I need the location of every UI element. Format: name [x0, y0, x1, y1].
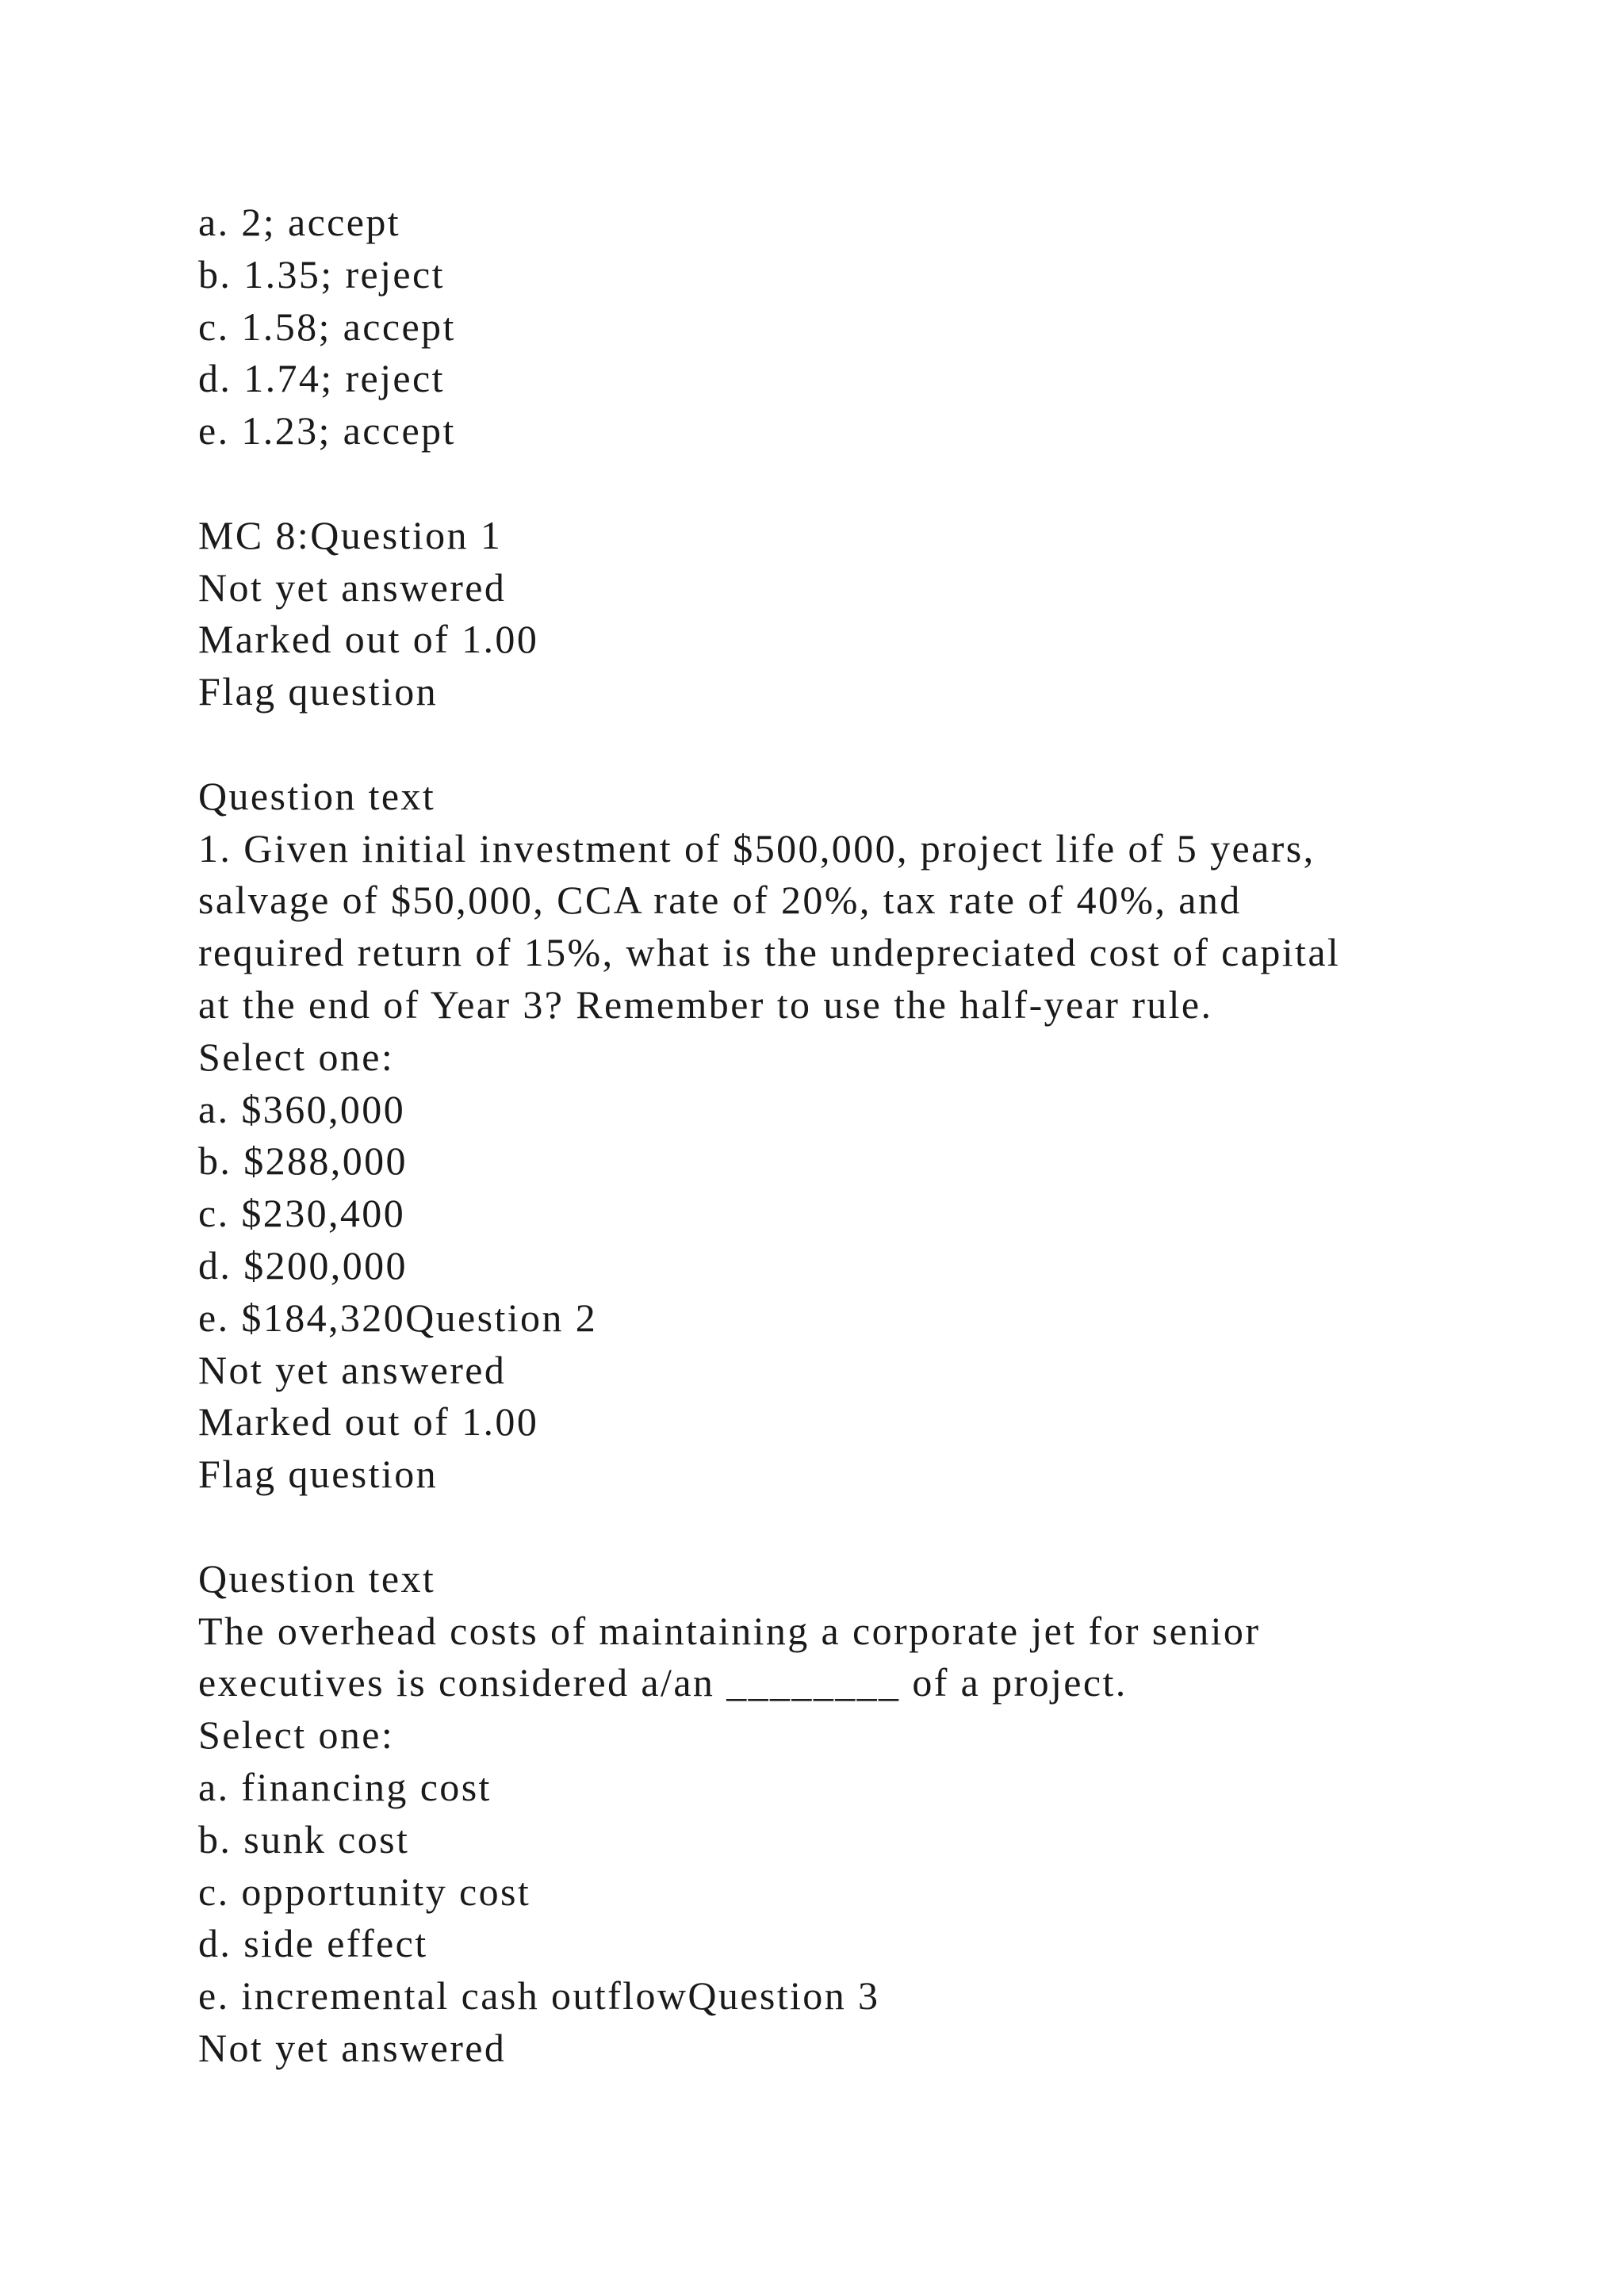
question-1: [198, 510, 1546, 1345]
question-text-label: Question text: [198, 1556, 436, 1601]
document-page: [198, 197, 1546, 2075]
question-text-line: executives is considered a/an ________ of a project.: [198, 1660, 1128, 1705]
option-e: e. $184,320Question 2: [198, 1295, 598, 1340]
question-header: MC 8:Question 1: [198, 512, 503, 557]
question-status: Not yet answered: [198, 564, 507, 610]
option-b: b. sunk cost: [198, 1816, 410, 1862]
option-a: a. $360,000: [198, 1086, 406, 1131]
spacer: [198, 718, 1546, 771]
option-b: b. $288,000: [198, 1138, 408, 1184]
option-c: c. opportunity cost: [198, 1869, 531, 1914]
question-text-line: at the end of Year 3? Remember to use the half-year rule.: [198, 982, 1213, 1027]
option-e: e. 1.23; accept: [198, 408, 456, 453]
question-text-line: 1. Given initial investment of $500,000, project life of 5 years,: [198, 825, 1316, 871]
question-status: Not yet answered: [198, 1347, 507, 1392]
spacer: [198, 1501, 1546, 1553]
question-text-line: The overhead costs of maintaining a corporate jet for senior: [198, 1608, 1261, 1653]
option-c: c. 1.58; accept: [198, 304, 456, 349]
select-one-label: Select one:: [198, 1712, 395, 1758]
option-c: c. $230,400: [198, 1191, 406, 1236]
question-2: [198, 1345, 1546, 2022]
spacer: [198, 457, 1546, 510]
prev-question-options: [198, 197, 1546, 457]
question-text-line: required return of 15%, what is the undepreciated cost of capital: [198, 930, 1341, 975]
flag-question: Flag question: [198, 669, 439, 714]
flag-question: Flag question: [198, 1452, 439, 1497]
select-one-label: Select one:: [198, 1034, 395, 1079]
option-a: a. 2; accept: [198, 200, 401, 244]
option-d: d. $200,000: [198, 1242, 408, 1288]
option-e: e. incremental cash outflowQuestion 3: [198, 1973, 880, 2019]
option-d: d. 1.74; reject: [198, 356, 445, 401]
question-status: Not yet answered: [198, 2025, 507, 2070]
question-marks: Marked out of 1.00: [198, 1399, 539, 1445]
question-text-line: salvage of $50,000, CCA rate of 20%, tax rate of 40%, and: [198, 878, 1242, 923]
question-text-label: Question text: [198, 773, 436, 818]
option-d: d. side effect: [198, 1921, 428, 1966]
question-3: [198, 2022, 1546, 2075]
option-b: b. 1.35; reject: [198, 251, 445, 297]
option-a: a. financing cost: [198, 1764, 492, 1809]
question-marks: Marked out of 1.00: [198, 617, 539, 662]
